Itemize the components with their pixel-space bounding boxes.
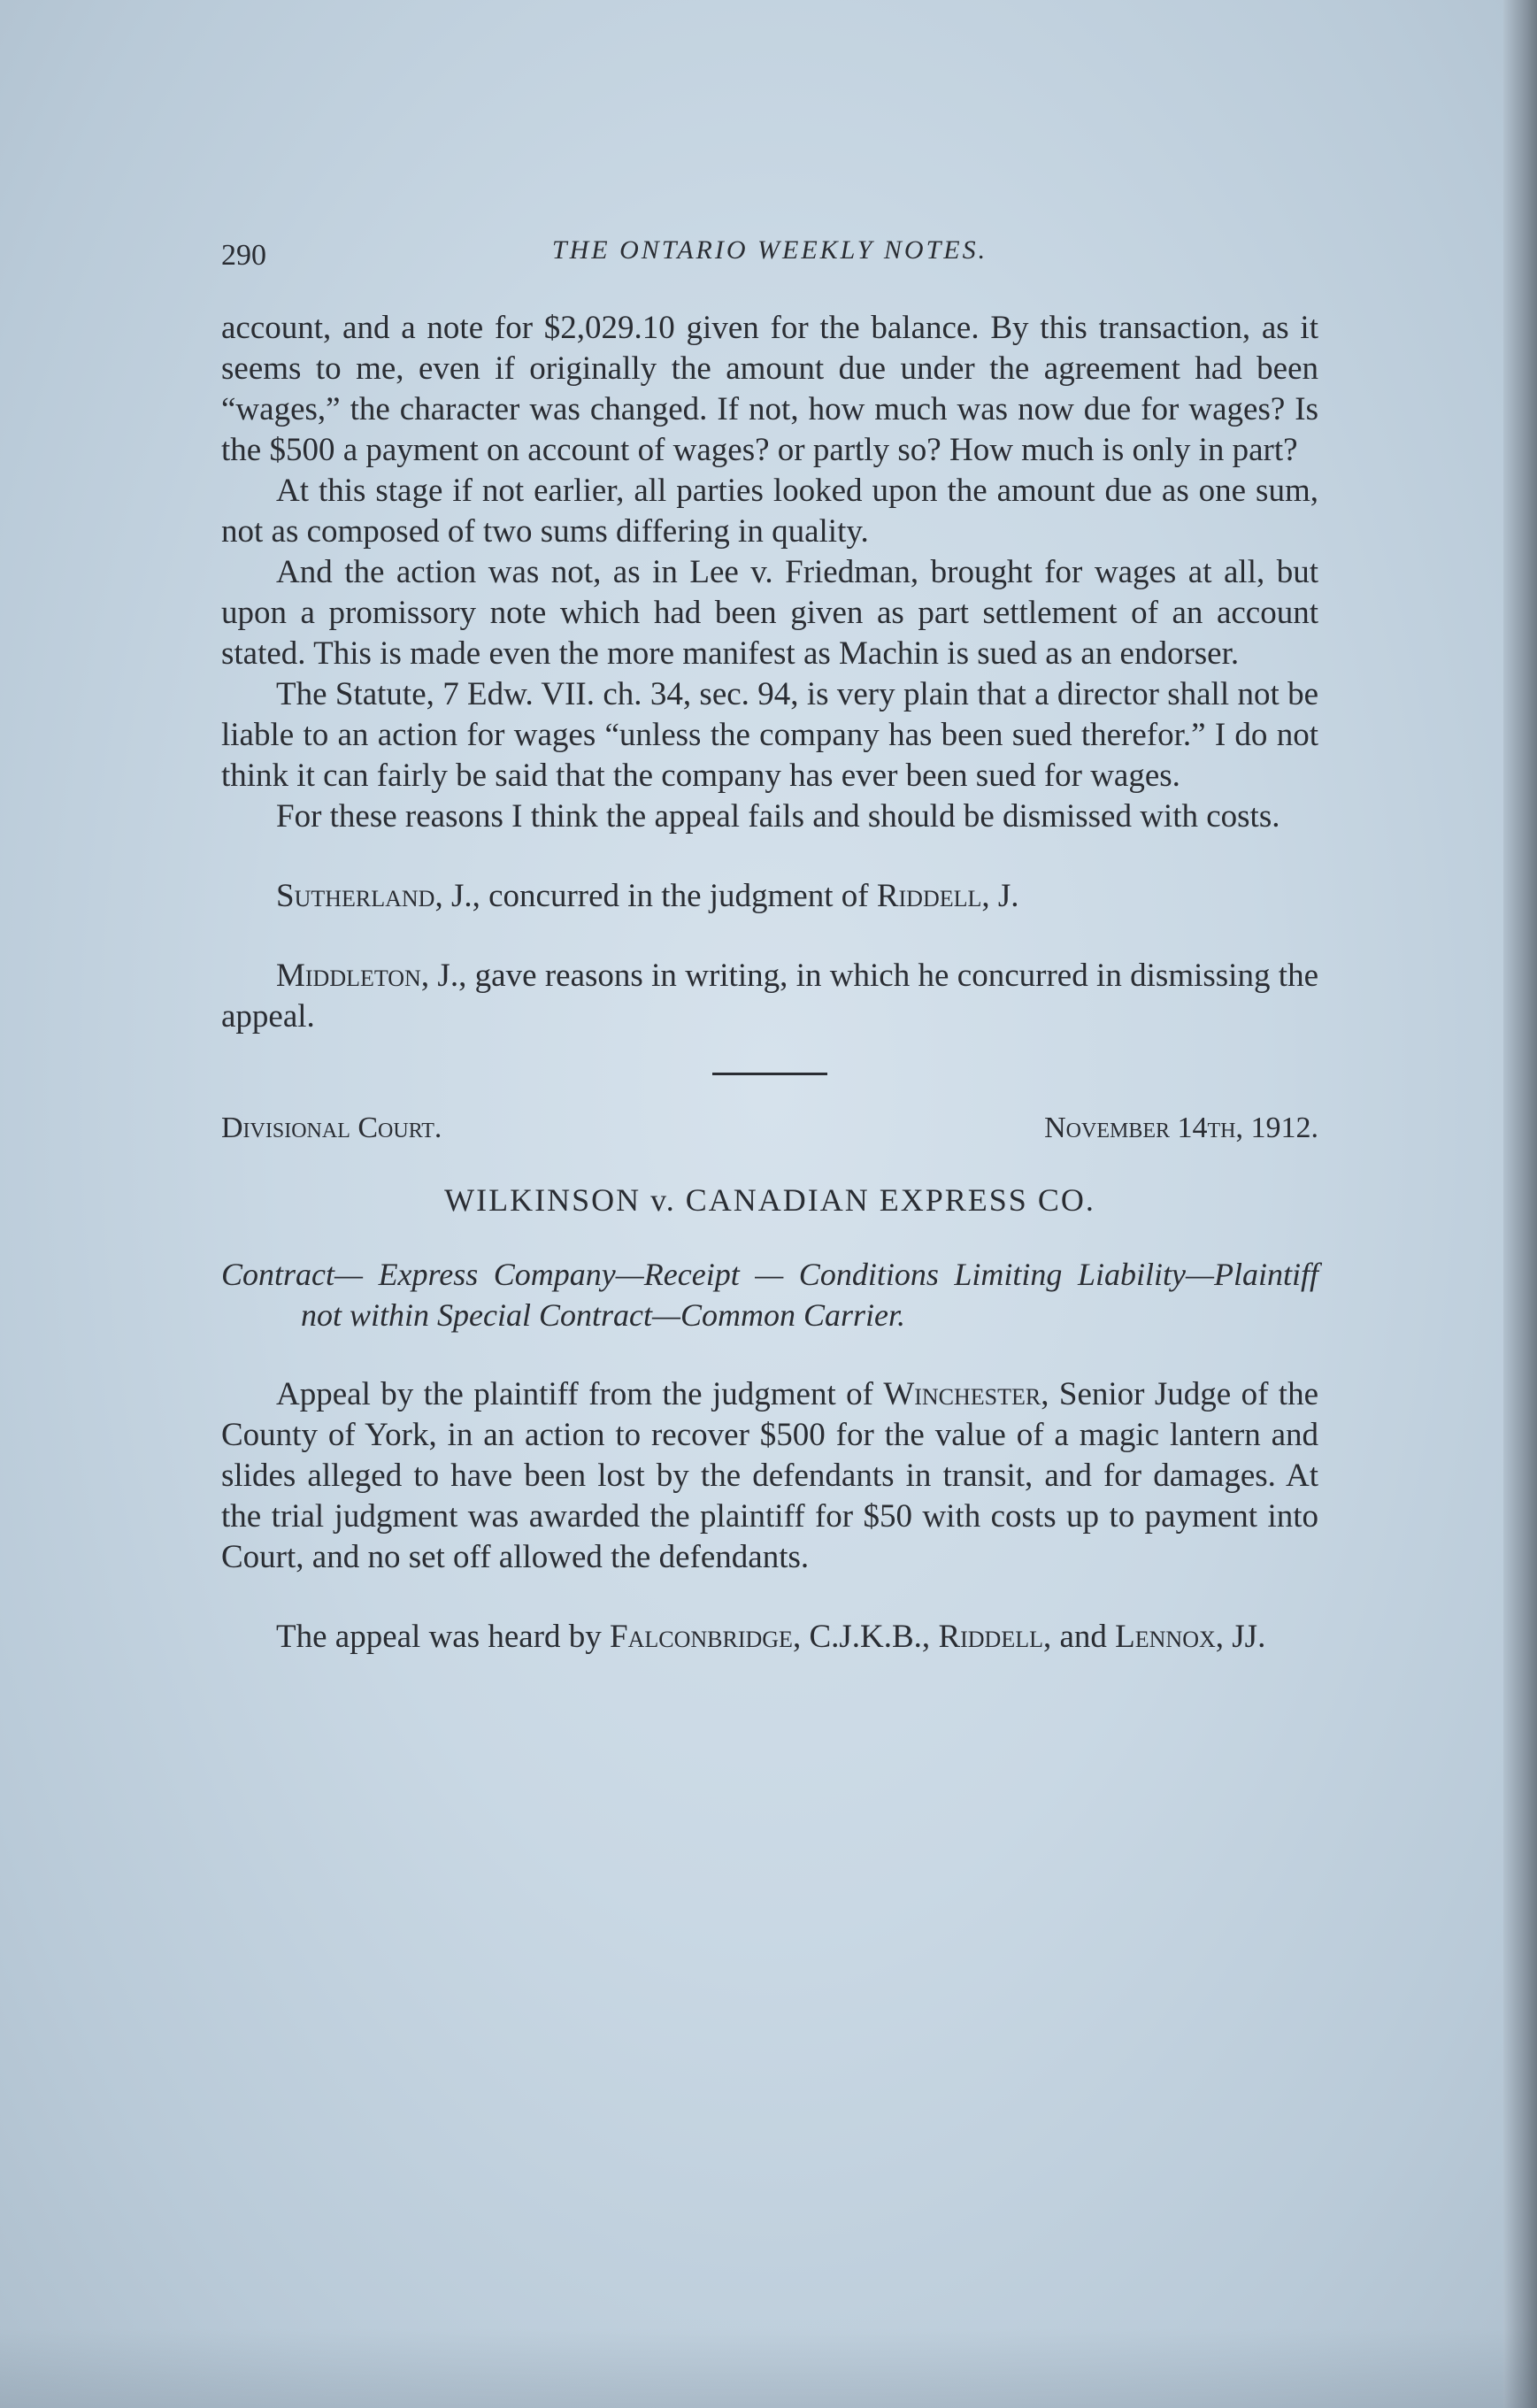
page-number: 290	[221, 239, 266, 272]
page-bottom-shadow	[0, 2328, 1537, 2408]
concurrence-text: , J., gave reasons in writing, in which he concurred in dismissing the appeal.	[221, 958, 1318, 1035]
paragraph: The Statute, 7 Edw. VII. ch. 34, sec. 94, is very plain that a director shall not be liable to an action for wages “unless the company has been sued therefor.” I do not think it can fairly be said that the company has ever been sued for wages.	[221, 676, 1318, 794]
section-divider	[712, 1073, 827, 1075]
paragraph: For these reasons I think the appeal fails and should be dismissed with costs.	[276, 798, 1280, 835]
running-head: THE ONTARIO WEEKLY NOTES.	[551, 235, 988, 265]
paragraph: And the action was not, as in Lee v. Friedman, brought for wages at all, but upon a promissory note which had been given as part settlement of an account stated. This is made even the more manifest as Machin is sued as an endorser.	[221, 554, 1318, 672]
concurrence-end: , J.	[981, 878, 1019, 914]
heard-by-paragraph	[221, 1617, 1318, 1658]
appeal-paragraph	[221, 1374, 1318, 1578]
court-date-line	[221, 1109, 1318, 1148]
heard-text: The appeal was heard by	[276, 1619, 611, 1655]
judge-name: Lennox	[1115, 1619, 1216, 1655]
page-content	[221, 221, 1318, 1658]
judge-name: Sutherland	[276, 878, 435, 914]
heard-text: , JJ.	[1215, 1619, 1266, 1655]
page-edge-shadow	[1503, 0, 1537, 2408]
judge-name: Riddell	[876, 878, 982, 914]
headnote: Contract— Express Company—Receipt — Conditions Limiting Liability—Plaintiff not within Special Contract—Common Carrier.	[221, 1257, 1318, 1333]
court-name: Divisional Court.	[221, 1112, 442, 1144]
page-header	[221, 221, 1318, 274]
concurrence-text: , J., concurred in the judgment of	[434, 878, 877, 914]
judge-name: Riddell	[938, 1619, 1043, 1655]
concurrence-sutherland	[221, 876, 1318, 917]
appeal-text: , Senior Judge of the County of York, in an action to recover $500 for the value of a magic lantern and slides alleged to have been lost by the defendants in transit, and for damages. At the trial judgment was awarded the plaintiff for $50 with costs up to payment into Court, and no set off allowed the defendants.	[221, 1376, 1318, 1575]
appeal-text: Appeal by the plaintiff from the judgment of	[276, 1376, 884, 1412]
judge-name: Winchester	[883, 1376, 1041, 1412]
case-title: WILKINSON v. CANADIAN EXPRESS CO.	[444, 1182, 1095, 1218]
judge-name: Middleton	[276, 958, 421, 994]
decision-date: November 14th, 1912.	[1044, 1112, 1318, 1144]
concurrence-middleton	[221, 956, 1318, 1037]
paragraph: At this stage if not earlier, all parties looked upon the amount due as one sum, not as composed of two sums differing in quality.	[221, 473, 1318, 550]
heard-text: , and	[1042, 1619, 1116, 1655]
judge-name: Falconbridge	[610, 1619, 793, 1655]
paragraph-continued: account, and a note for $2,029.10 given for the balance. By this transaction, as it seems to me, even if originally the amount due under the agreement had been “wages,” the character was changed. If not, how much was now due for wages? Is the $500 a payment on account of wages? or partly so? How much is only in part?	[221, 310, 1318, 468]
heard-text: , C.J.K.B.,	[792, 1619, 939, 1655]
